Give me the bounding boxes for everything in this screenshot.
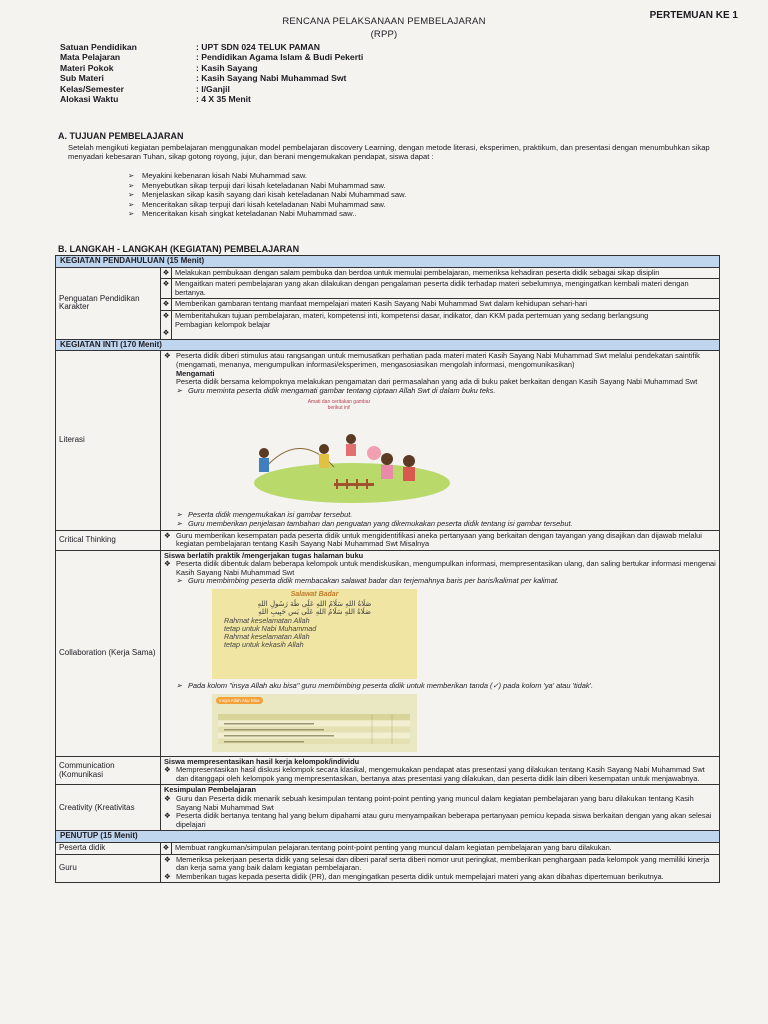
cell-text: Melakukan pembukaan dengan salam pembuka dan berdoa untuk memulai pembelajaran, memeriksa kehadiran peserta didik sebagai sikap disiplin (172, 267, 720, 279)
info-row (60, 94, 363, 104)
cell-line: Pembagian kelompok belajar (175, 319, 271, 329)
info-value: : 4 X 35 Menit (196, 94, 251, 105)
illustration-caption (284, 399, 394, 411)
cell-text: Mengaitkan materi pembelajaran yang akan dilakukan dengan pengalaman peserta didik terhadap materi sebelumnya, mengingatkan kembali materi dengan bertanya. (172, 279, 720, 299)
cell-text: Guru memberikan kesempatan pada peserta didik untuk mengidentifikasi aneka pertanyaan yang berkaitan dengan tayangan yang disajikan dan dijawab melalui kegiatan pembelajaran tentang Kasih Sayang Nabi Muhammad Swt Misalnya (176, 530, 702, 549)
creativity-cell (161, 785, 720, 831)
list-item (128, 181, 406, 191)
diamond-bullet-icon: ❖ (164, 794, 171, 804)
info-value: : Kasih Sayang Nabi Muhammad Swt (196, 73, 347, 84)
diamond-bullet-icon: ❖ (164, 871, 171, 881)
subheading: Siswa berlatih praktik /mengerjakan tugas halaman buku (164, 550, 364, 560)
info-label: Mata Pelajaran (60, 52, 121, 63)
band-penutup (56, 831, 720, 843)
objective-text: Menyebutkan sikap terpuji dari kisah keteladanan Nabi Muhammad saw. (142, 180, 386, 190)
caption-line: berikut ini! (327, 405, 351, 412)
list-item (164, 766, 716, 783)
info-label: Kelas/Semester (60, 83, 125, 94)
literasi-cell (161, 351, 720, 530)
cell-text: Mempresentasikan hasil diskusi kelompok secara klasikal, mengemukakan pendapat atas presentasi yang dilakukan tentang Kasih Sayang Nabi Muhammad Swt dan ditanggapi oleh kelompok yang mempresentasikan, bertanya atas presentasi yang dilakukan, dan peserta didik lain diberi kesempatan untuk menjawabnya. (176, 765, 705, 783)
section-a-intro: Setelah mengikuti kegiatan pembelajaran menggunakan model pembelajaran discovery Learning, dengan metode literasi, eksperimen, praktikum, dan presentasi dengan menumbuhkan sikap menyadari kebesaran Tuhan, sikap gotong royong, jujur, dan berani mengemukakan pendapat, siswa dapat : (68, 143, 710, 162)
diamond-bullet-icon: ❖ (164, 854, 171, 864)
cell-text: Guru membimbing peserta didik membacakan salawat badar dan terjemahnya baris per baris/kalimat per kalimat. (188, 576, 559, 586)
row-label: Collaboration (Kerja Sama) (56, 550, 161, 756)
translation-block (212, 617, 417, 649)
meeting-label: PERTEMUAN KE 1 (649, 10, 738, 21)
translation-line: tetap untuk Nabi Muhammad (224, 623, 317, 633)
list-item (164, 682, 716, 691)
info-row (60, 63, 363, 73)
band-pendahuluan (56, 256, 720, 268)
section-a-title: A. TUJUAN PEMBELAJARAN (58, 131, 184, 141)
activity-table (55, 255, 720, 883)
subheading: Siswa mempresentasikan hasil kerja kelompok/individu (164, 756, 360, 766)
info-label: Alokasi Waktu (60, 94, 119, 105)
section-b-title: B. LANGKAH - LANGKAH (KEGIATAN) PEMBELAJARAN (58, 244, 300, 254)
list-item (128, 209, 406, 219)
list-item (128, 171, 406, 181)
diamond-bullet-icon (161, 310, 172, 339)
table-row-literasi (56, 351, 720, 530)
diamond-bullet-icon: ❖ (161, 843, 172, 855)
communication-cell (161, 756, 720, 785)
table-row-peserta (56, 843, 720, 855)
diamond-bullet-icon: ❖ (162, 328, 170, 338)
translation-line: tetap untuk kekasih Allah (224, 639, 304, 649)
diamond-bullet-icon: ❖ (164, 351, 171, 361)
objective-text: Menceritakan kisah singkat keteladanan Nabi Muhammad saw.. (142, 209, 357, 219)
cell-text: Peserta didik bersama kelompoknya melakukan pengamatan dari permasalahan yang ada di buku paket berkaitan dengan Kasih Sayang Nabi Muhammad Swt (176, 377, 698, 387)
list-item (164, 387, 716, 396)
row-label: Critical Thinking (56, 530, 161, 550)
list-item (164, 812, 716, 829)
cell-line: Memberitahukan tujuan pembelajaran, materi, kompetensi inti, kompetensi dasar, indikator, dan KKM pada pertemuan yang sedang berlangsung (175, 310, 649, 320)
salawat-badar-panel (212, 589, 417, 679)
row-label: Creativity (Kreativitas (56, 785, 161, 831)
info-label: Materi Pokok (60, 62, 114, 73)
list-item (128, 190, 406, 200)
info-label: Sub Materi (60, 73, 104, 84)
list-item (128, 200, 406, 210)
cell-text: Peserta didik dibentuk dalam beberapa kelompok untuk mendiskusikan, mengumpulkan informasi, mempresentasikan ulang, dan saling bertukar informasi mengenai Kasih Sayang Nabi Muhammad Swt (176, 559, 716, 577)
info-row (60, 42, 363, 52)
cell-text (172, 310, 720, 339)
list-item (164, 352, 716, 369)
table-row-guru (56, 854, 720, 883)
insya-allah-badge: Insya Allah Aku Bisa (216, 697, 263, 704)
cell-text: Memberikan gambaran tentang manfaat mempelajari materi Kasih Sayang Nabi Muhammad Swt dalam kehidupan sehari-hari (172, 299, 720, 311)
translation-line: Rahmat keselamatan Allah (224, 615, 310, 625)
table-row-communication (56, 756, 720, 785)
list-item (164, 520, 716, 529)
diamond-bullet-icon: ❖ (161, 299, 172, 311)
arrow-bullet-icon: ➢ (128, 209, 135, 219)
list-item (164, 795, 716, 812)
arrow-bullet-icon: ➢ (176, 385, 183, 395)
arrow-bullet-icon: ➢ (128, 180, 135, 190)
band-label: PENUTUP (15 Menit) (56, 831, 720, 843)
objective-text: Menceritakan sikap terpuji dari kisah keteladanan Nabi Muhammad saw. (142, 199, 386, 209)
diamond-bullet-icon: ❖ (164, 765, 171, 775)
arrow-bullet-icon: ➢ (176, 681, 183, 691)
table-row-creativity (56, 785, 720, 831)
checklist-image (212, 694, 417, 752)
cell-text: Membuat rangkuman/simpulan pelajaran.tentang point-point penting yang muncul dalam kegiatan pembelajaran yang baru dilakukan. (172, 843, 720, 855)
cell-text: Guru meminta peserta didik mengamati gambar tentang ciptaan Allah Swt di dalam buku teks. (188, 385, 496, 395)
info-value: : I/Ganjil (196, 83, 230, 94)
arabic-line: صَلَاةُ اللهِ سَلَامُ اللهِ عَلَى يَس حَبِيبِ اللهِ (258, 608, 371, 617)
arrow-bullet-icon: ➢ (128, 171, 135, 180)
subheading: Kesimpulan Pembelajaran (164, 785, 257, 795)
document-subtitle: (RPP) (370, 29, 398, 40)
table-row (56, 267, 720, 279)
arrow-bullet-icon: ➢ (128, 199, 135, 209)
arrow-bullet-icon: ➢ (176, 576, 183, 586)
document-title: RENCANA PELAKSANAAN PEMBELAJARAN (282, 16, 486, 27)
list-item (164, 577, 716, 586)
diamond-bullet-icon: ❖ (164, 559, 171, 569)
identity-block (60, 42, 363, 104)
info-value: : UPT SDN 024 TELUK PAMAN (196, 42, 320, 52)
cell-text: Guru memberikan penjelasan tambahan dan penguatan yang dikemukakan peserta didik tentang isi gambar tersebut. (188, 518, 573, 528)
info-label: Satuan Pendidikan (60, 42, 137, 52)
info-row (60, 84, 363, 94)
cell-text: Guru dan Peserta didik menarik sebuah kesimpulan tentang point-point penting yang muncul dalam kegiatan pembelajaran yang baru dilakukan tentang Kasih Sayang Nabi Muhammad Swt (176, 794, 694, 812)
row-label: Guru (56, 854, 161, 883)
row-label: Communication (Komunikasi (56, 756, 161, 785)
cell-text: Memberikan tugas kepada peserta didik (PR), dan mengingatkan peserta didik untuk mempelajari materi yang akan dibahas dipertemuan berikutnya. (176, 871, 664, 881)
guru-cell (161, 854, 720, 883)
row-label: Peserta didik (56, 843, 161, 855)
list-item (164, 856, 716, 873)
row-label: Penguatan Pendidikan Karakter (56, 267, 161, 339)
objective-text: Meyakini kebenaran kisah Nabi Muhammad saw. (142, 171, 308, 180)
table-row-collaboration (56, 550, 720, 756)
diamond-bullet-icon: ❖ (161, 267, 172, 279)
band-label: KEGIATAN PENDAHULUAN (15 Menit) (56, 256, 720, 268)
objective-list (128, 171, 406, 219)
illustration-graphic (224, 399, 454, 507)
diamond-bullet-icon: ❖ (162, 310, 170, 320)
cell-text: Peserta didik bertanya tentang hal yang belum dipahami atau guru menyampaikan beberapa pertanyaan pemicu kepada siswa berkaitan dengan yang akan selesai dipelajari (176, 811, 712, 829)
diamond-bullet-icon: ❖ (164, 811, 171, 821)
caption-line: Amati dan ceritakan gambar (307, 399, 371, 406)
info-value: : Pendidikan Agama Islam & Budi Pekerti (196, 52, 364, 63)
arrow-bullet-icon: ➢ (176, 510, 183, 520)
row-label: Literasi (56, 351, 161, 530)
cell-text: Memeriksa pekerjaan peserta didik yang selesai dan diberi paraf serta diberi nomor urut peringkat, memberikan penghargaan pada kelompok yang memiliki kinerja dan kerja sama yang baik dalam kegiatan pembelajaran. (176, 854, 710, 873)
diamond-bullet-icon: ❖ (164, 530, 171, 540)
children-playing-illustration (224, 399, 454, 507)
info-value: : Kasih Sayang (196, 62, 258, 73)
band-label: KEGIATAN INTI (170 Menit) (56, 339, 720, 351)
objective-text: Menjelaskan sikap kasih sayang dari kisah keteladanan Nabi Muhammad saw. (142, 190, 407, 200)
cell-text: Peserta didik mengemukakan isi gambar tersebut. (188, 510, 353, 520)
info-row (60, 73, 363, 83)
collaboration-cell (161, 550, 720, 756)
cell-text: Peserta didik diberi stimulus atau rangsangan untuk memusatkan perhatian pada materi materi Kasih Sayang Nabi Muhammad Swt melalui pendekatan saintifik (mengamati, menanya, mengumpulkan informasi/eksperimen, mengasosiasikan mengolah informasi, mengomunikasikan) (176, 351, 700, 369)
subheading: Mengamati (176, 368, 215, 378)
diamond-bullet-icon: ❖ (161, 279, 172, 299)
list-item (164, 873, 716, 882)
table-row-critical (56, 530, 720, 550)
list-item (164, 532, 716, 549)
list-item (164, 560, 716, 577)
arrow-bullet-icon: ➢ (128, 190, 135, 200)
translation-line: Rahmat keselamatan Allah (224, 631, 310, 641)
arabic-line: صَلَاةُ اللهِ سَلَامُ اللهِ عَلَى طَهَ رَسُولِ اللهِ (257, 599, 372, 608)
arrow-bullet-icon: ➢ (176, 518, 183, 528)
info-row (60, 52, 363, 62)
salawat-title: Salawat Badar (290, 591, 339, 599)
band-inti (56, 339, 720, 351)
checklist-graphic (212, 694, 417, 752)
cell-text: Pada kolom "insya Allah aku bisa" guru membimbing peserta didik untuk memberikan tanda (✓) pada kolom 'ya' atau 'tidak'. (188, 681, 594, 691)
critical-cell (161, 530, 720, 550)
